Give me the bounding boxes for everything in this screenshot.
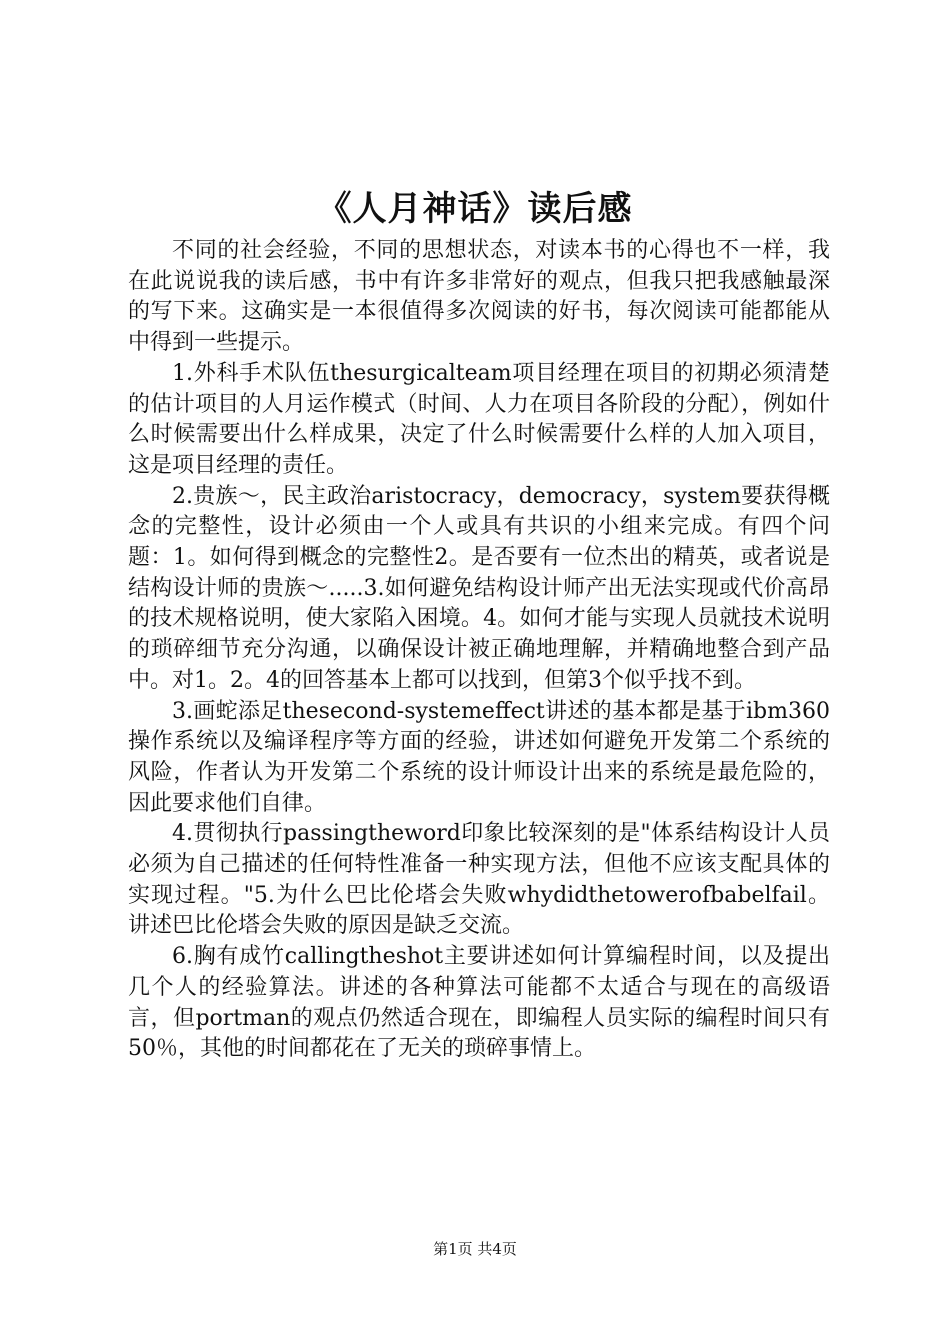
document-title: 《人月神话》读后感 [317, 189, 633, 229]
paragraph-aristocracy: 2.贵族～，民主政治aristocracy，democracy，system要获得概念的完整性，设计必须由一个人或具有共识的小组来完成。有四个问题：1。如何得到概念的完整性2。是否要有一位杰出的精英，或者说是结构设计师的贵族～.....3.如何避免结构设计师产出无法实现或代价高昂的技术规格说明，使大家陷入困境。4。如何才能与实现人员就技术说明的琐碎细节充分沟通，以确保设计被正确地理解，并精确地整合到产品中。对1。2。4的回答基本上都可以找到，但第3个似乎找不到。 [128, 483, 830, 693]
paragraph-passing-the-word: 4.贯彻执行passingtheword印象比较深刻的是"体系结构设计人员必须为自己描述的任何特性准备一种实现方法，但他不应该支配具体的实现过程。"5.为什么巴比伦塔会失败whydidthetowerofbabelfail。讲述巴比伦塔会失败的原因是缺乏交流。 [128, 821, 830, 939]
page-number-footer: 第1页 共4页 [433, 1240, 517, 1258]
document-body [128, 236, 830, 1065]
paragraph-surgical-team: 1.外科手术队伍thesurgicalteam项目经理在项目的初期必须清楚的估计项目的人月运作模式（时间、人力在项目各阶段的分配），例如什么时候需要出什么样成果，决定了什么时候需要什么样的人加入项目，这是项目经理的责任。 [128, 360, 830, 478]
paragraph-intro: 不同的社会经验，不同的思想状态，对读本书的心得也不一样，我在此说说我的读后感，书中有许多非常好的观点，但我只把我感触最深的写下来。这确实是一本很值得多次阅读的好书，每次阅读可能都能从中得到一些提示。 [128, 238, 830, 356]
paragraph-calling-the-shot: 6.胸有成竹callingtheshot主要讲述如何计算编程时间，以及提出几个人的经验算法。讲述的各种算法可能都不太适合与现在的高级语言，但portman的观点仍然适合现在，即编程人员实际的编程时间只有50％，其他的时间都花在了无关的琐碎事情上。 [128, 944, 830, 1062]
paragraph-second-system: 3.画蛇添足thesecond-systemeffect讲述的基本都是基于ibm360操作系统以及编译程序等方面的经验，讲述如何避免开发第二个系统的风险，作者认为开发第二个系统的设计师设计出来的系统是最危险的，因此要求他们自律。 [128, 698, 830, 816]
